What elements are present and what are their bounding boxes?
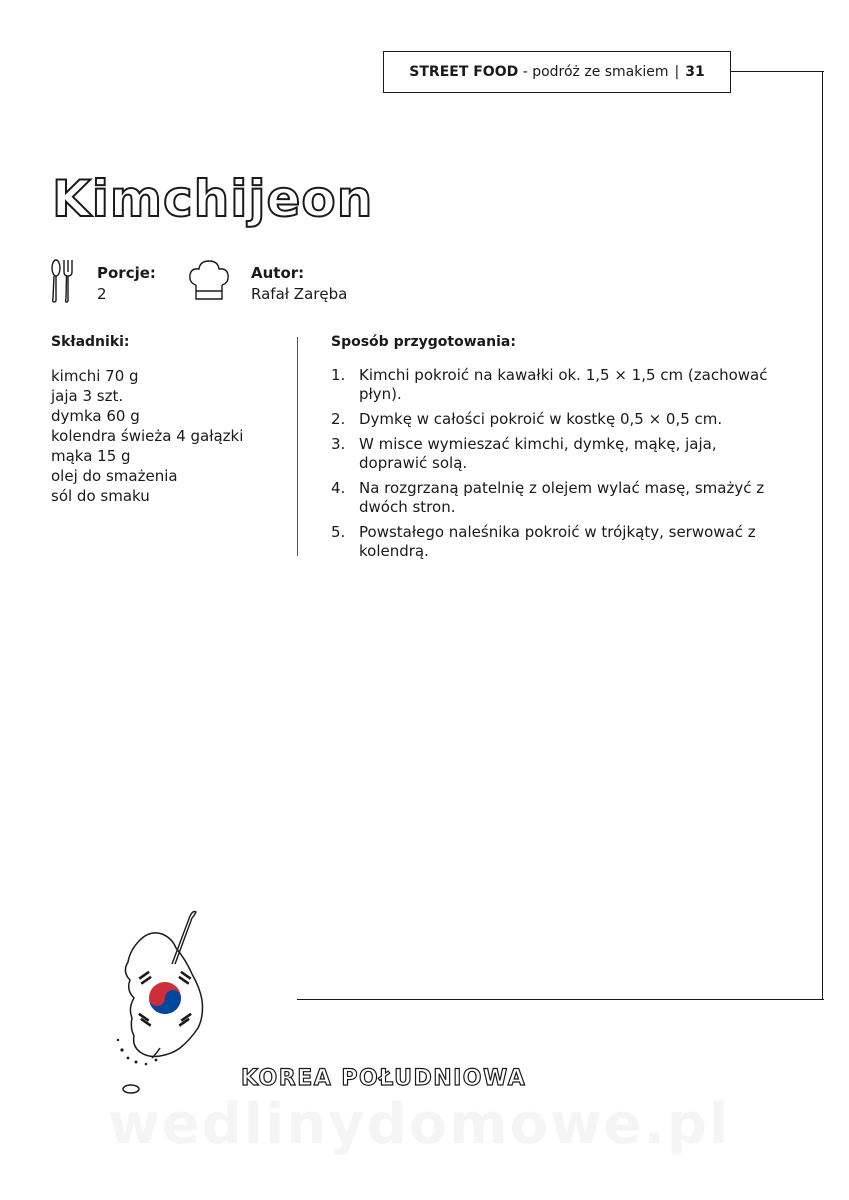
column-divider: [297, 337, 298, 556]
cutlery-icon: [50, 258, 76, 304]
step-item: [331, 366, 781, 404]
ingredient-item: kolendra świeża 4 gałązki: [51, 427, 244, 445]
ingredient-item: kimchi 70 g: [51, 367, 139, 385]
step-item: [331, 410, 781, 429]
step-text: Powstałego naleśnika pokroić w trójkąty, serwować z kolendrą.: [359, 523, 756, 560]
author-label: Autor:: [251, 264, 305, 282]
page-header: [383, 51, 731, 93]
ingredients-heading: Składniki:: [51, 334, 130, 350]
step-text: Dymkę w całości pokroić w kostkę 0,5 × 0,5 cm.: [359, 410, 723, 428]
step-number: 1.: [331, 366, 346, 384]
ingredient-item: mąka 15 g: [51, 447, 131, 465]
ingredient-item: jaja 3 szt.: [51, 387, 124, 405]
frame-line-right: [822, 71, 823, 1000]
step-item: [331, 479, 781, 517]
ingredient-item: olej do smażenia: [51, 467, 178, 485]
step-item: [331, 435, 781, 473]
ingredient-item: dymka 60 g: [51, 407, 140, 425]
ingredients-list: [51, 366, 243, 506]
header-separator: |: [674, 64, 680, 80]
korea-map-icon: [100, 900, 230, 1100]
step-text: W misce wymieszać kimchi, dymkę, mąkę, jaja, doprawić solą.: [359, 435, 717, 472]
page-number: 31: [685, 64, 705, 80]
book-subtitle: - podróż ze smakiem: [522, 64, 669, 80]
step-number: 3.: [331, 435, 346, 453]
step-text: Na rozgrzaną patelnię z olejem wylać masę, smażyć z dwóch stron.: [359, 479, 765, 516]
step-text: Kimchi pokroić na kawałki ok. 1,5 × 1,5 cm (zachować płyn).: [359, 366, 768, 403]
frame-line-top: [731, 71, 824, 72]
step-number: 2.: [331, 410, 346, 428]
step-item: [331, 523, 781, 561]
step-number: 5.: [331, 523, 346, 541]
recipe-title: Kimchijeon: [52, 170, 374, 228]
country-name: KOREA POŁUDNIOWA: [241, 1066, 527, 1091]
ingredient-item: sól do smaku: [51, 487, 150, 505]
author-value: Rafał Zaręba: [251, 285, 348, 303]
preparation-heading: Sposób przygotowania:: [331, 334, 516, 350]
book-title: STREET FOOD: [409, 64, 519, 80]
portions-label: Porcje:: [97, 264, 156, 282]
step-number: 4.: [331, 479, 346, 497]
preparation-steps: [331, 366, 781, 567]
frame-line-bottom: [297, 999, 824, 1000]
chef-hat-icon: [187, 259, 231, 301]
watermark: wedlinydomowe.pl: [108, 1092, 731, 1157]
portions-value: 2: [97, 285, 107, 303]
